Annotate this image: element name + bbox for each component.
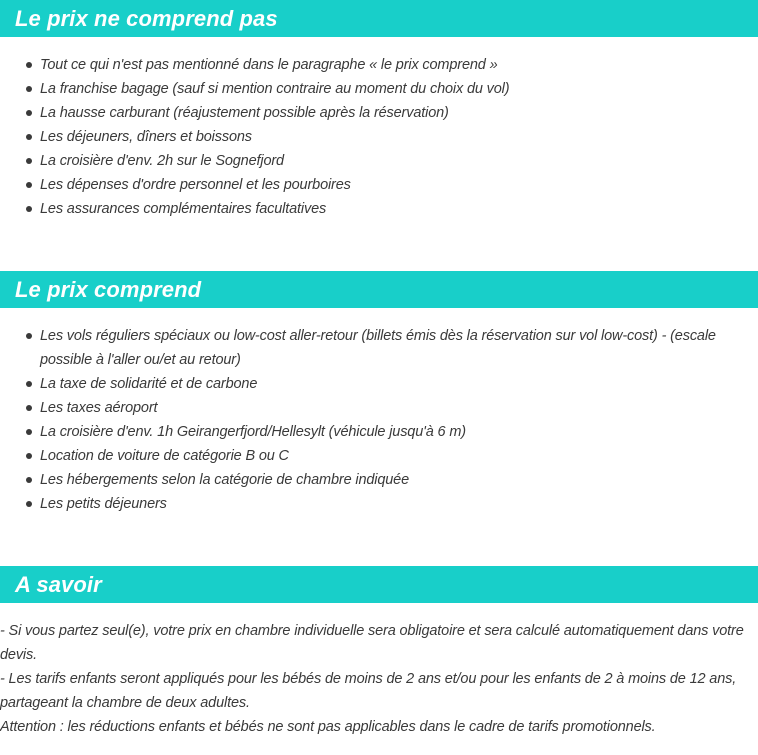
list-item: Les petits déjeuners bbox=[0, 492, 740, 516]
list-item: La hausse carburant (réajustement possible après la réservation) bbox=[0, 101, 740, 125]
list-item: La taxe de solidarité et de carbone bbox=[0, 372, 740, 396]
savoir-paragraph: - Les tarifs enfants seront appliqués pour les bébés de moins de 2 ans et/ou pour les enfants de 2 à moins de 12 ans, partageant la chambre de deux adultes. bbox=[0, 671, 737, 711]
list-item: Location de voiture de catégorie B ou C bbox=[0, 444, 740, 468]
savoir-paragraph: - Si vous partez seul(e), votre prix en chambre individuelle sera obligatoire et sera calculé automatiquement dans votre devis. bbox=[0, 623, 744, 663]
list-item: Les hébergements selon la catégorie de chambre indiquée bbox=[0, 468, 740, 492]
list-item: Les taxes aéroport bbox=[0, 396, 740, 420]
list-item: Les vols réguliers spéciaux ou low-cost aller-retour (billets émis dès la réservation sur vol low-cost) - (escale possible à l'aller ou/et au retour) bbox=[0, 324, 740, 372]
savoir-paragraph: Attention : les réductions enfants et bébés ne sont pas applicables dans le cadre de tarifs promotionnels. bbox=[0, 719, 656, 735]
includes-list bbox=[0, 324, 740, 516]
section-title-excludes: Le prix ne comprend pas bbox=[0, 0, 758, 37]
list-item: Tout ce qui n'est pas mentionné dans le paragraphe « le prix comprend » bbox=[0, 53, 740, 77]
section-title-includes: Le prix comprend bbox=[0, 271, 758, 308]
savoir-text bbox=[0, 619, 756, 739]
list-item: La croisière d'env. 2h sur le Sognefjord bbox=[0, 149, 740, 173]
excludes-list bbox=[0, 53, 740, 221]
list-item: Les dépenses d'ordre personnel et les pourboires bbox=[0, 173, 740, 197]
section-title-savoir: A savoir bbox=[0, 566, 758, 603]
list-item: Les assurances complémentaires facultatives bbox=[0, 197, 740, 221]
list-item: La croisière d'env. 1h Geirangerfjord/Hellesylt (véhicule jusqu'à 6 m) bbox=[0, 420, 740, 444]
list-item: Les déjeuners, dîners et boissons bbox=[0, 125, 740, 149]
list-item: La franchise bagage (sauf si mention contraire au moment du choix du vol) bbox=[0, 77, 740, 101]
